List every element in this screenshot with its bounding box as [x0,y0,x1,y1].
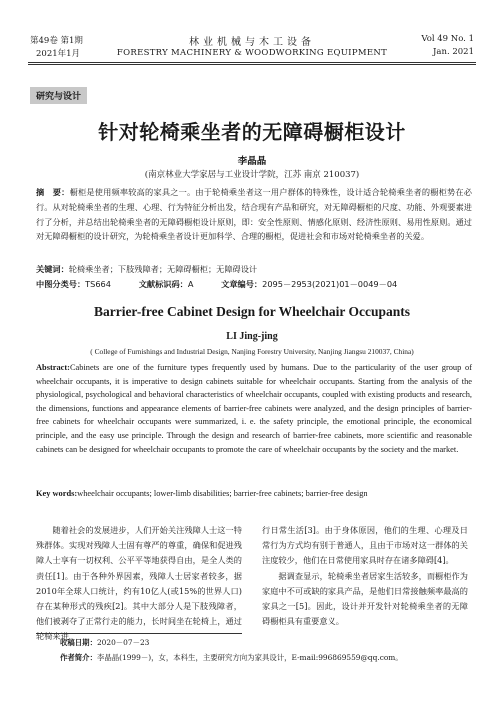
author-name-cn: 李晶晶 [237,156,267,167]
abstract-en [36,361,472,456]
keywords-cn-label: 关键词： [36,264,69,274]
abstract-en-text: Cabinets are one of the furniture types frequently used by humans. Due to the particularity of the user group of wheelchair occupants, it is imperative to design cabinets suitable for wheelchair occupants. Starting from the analysis of the physiological, psychological and behavioral characteristics of wheelchair occupants, coupled with existing products and research, the dimensions, functions and appearance elements of barrier-free cabinets were analyzed, and the design principles of barrier-free cabinets for wheelchair occupants were summarized, i. e. the safety principle, the emotional principle, the economical principle, and the easy use principle. Through the design and research of barrier-free cabinets, more scientific and reasonable cabinets can be designed for wheelchair occupants to promote the care of wheelchair occupants by the society and the market. [36,363,472,454]
body-paragraph: 据调查显示，轮椅乘坐者居家生活较多，而橱柜作为家庭中不可或缺的家具产品，是他们日常接触频率最高的家具之一[5]。因此，设计并开发针对轮椅乘坐者的无障碍橱柜具有重要意义。 [262,570,468,627]
article-title-cn: 针对轮椅乘坐者的无障碍橱柜设计 [98,120,406,144]
doc-code-value: A [187,279,194,289]
keywords-en-label: Key words: [36,489,78,498]
volume-number-en: Vol 49 No. 1 [421,34,474,44]
volume-issue: 第49卷 第1期 [30,36,83,46]
classification-line [36,279,397,290]
header-rule-bottom [28,64,476,65]
issue-date-en: Jan. 2021 [433,47,474,57]
footnote-rule [36,633,242,634]
abstract-en-label: Abstract: [36,363,70,372]
journal-name-en: FORESTRY MACHINERY & WOODWORKING EQUIPMENT [116,48,388,58]
article-title-en: Barrier-free Cabinet Design for Wheelchair Occupants [93,304,411,319]
footnote-received-value: 2020－07－23 [96,638,150,647]
article-no-label: 文章编号： [221,279,263,289]
footnote-author [60,652,403,663]
footnote-author-value: 李晶晶(1999－)，女，本科生，主要研究方向为家具设计，E-mail:996869559@qq.com。 [96,653,403,662]
affiliation-cn: (南京林业大学家居与工业设计学院，江苏 南京 210037) [144,170,360,180]
footnote-received-label: 收稿日期： [60,638,97,647]
doc-code-label: 文献标识码： [138,279,188,289]
article-no-value: 2095－2953(2021)01－0049－04 [262,279,398,289]
keywords-cn [36,264,257,275]
body-column-left: 随着社会的发展进步，人们开始关注残障人士这一特殊群体。实现对残障人士固有尊严的尊重，确保和促进残障人士享有一切权利、公平平等地获得自由，是全人类的责任[1]。由于各种外界因素，残障人士居家者较多，据2010年全球人口统计，约有10亿人(或15%的世界人口)存在某种形式的残疾[2]。其中大部分人是下肢残障者，他们被剥夺了正常行走的能力，长时间坐在轮椅上，通过轮椅来进 [36,525,242,642]
keywords-en-text: wheelchair occupants; lower-limb disabilities; barrier-free cabinets; barrier-free design [77,489,368,498]
body-paragraph: 行日常生活[3]。由于身体原因，他们的生理、心理及日常行为方式均有别于普通人，且由于市场对这一群体的关注度较少，他们在日常使用家具时存在诸多障碍[4]。 [262,525,468,566]
clc-label: 中图分类号： [36,279,86,289]
keywords-cn-text: 轮椅乘坐者；下肢残障者；无障碍橱柜；无障碍设计 [68,264,258,274]
issue-date-cn: 2021年1月 [36,49,81,59]
abstract-cn [36,185,472,244]
header-rule-top [28,62,476,63]
abstract-cn-label: 摘 要： [36,187,70,197]
body-column-right [262,523,468,629]
journal-name-cn: 林业机械与木工设备 [189,37,315,48]
section-tag: 研究与设计 [30,87,87,104]
clc-value: TS664 [85,279,111,289]
author-name-en: LI Jing-jing [226,331,278,342]
footnote-received [60,637,149,648]
footnote-author-label: 作者简介： [60,653,97,662]
affiliation-en: ( College of Furnishings and Industrial Design, Nanjing Forestry University, Nanjing Jiangsu 210037, China) [90,347,414,356]
abstract-cn-text: 橱柜是使用频率较高的家具之一。由于轮椅乘坐者这一用户群体的特殊性，设计适合轮椅乘坐者的橱柜势在必行。从对轮椅乘坐者的生理、心理、行为特征分析出发，结合现有产品和研究，对无障碍橱柜的尺度、功能、外观要素进行了分析，并总结出轮椅乘坐者的无障碍橱柜设计原则，即：安全性原则、情感化原则、经济性原则、易用性原则。通过对无障碍橱柜的设计研究，为轮椅乘坐者设计更加科学、合理的橱柜，促进社会和市场对轮椅乘坐者的关爱。 [36,187,472,242]
keywords-en [36,489,472,498]
